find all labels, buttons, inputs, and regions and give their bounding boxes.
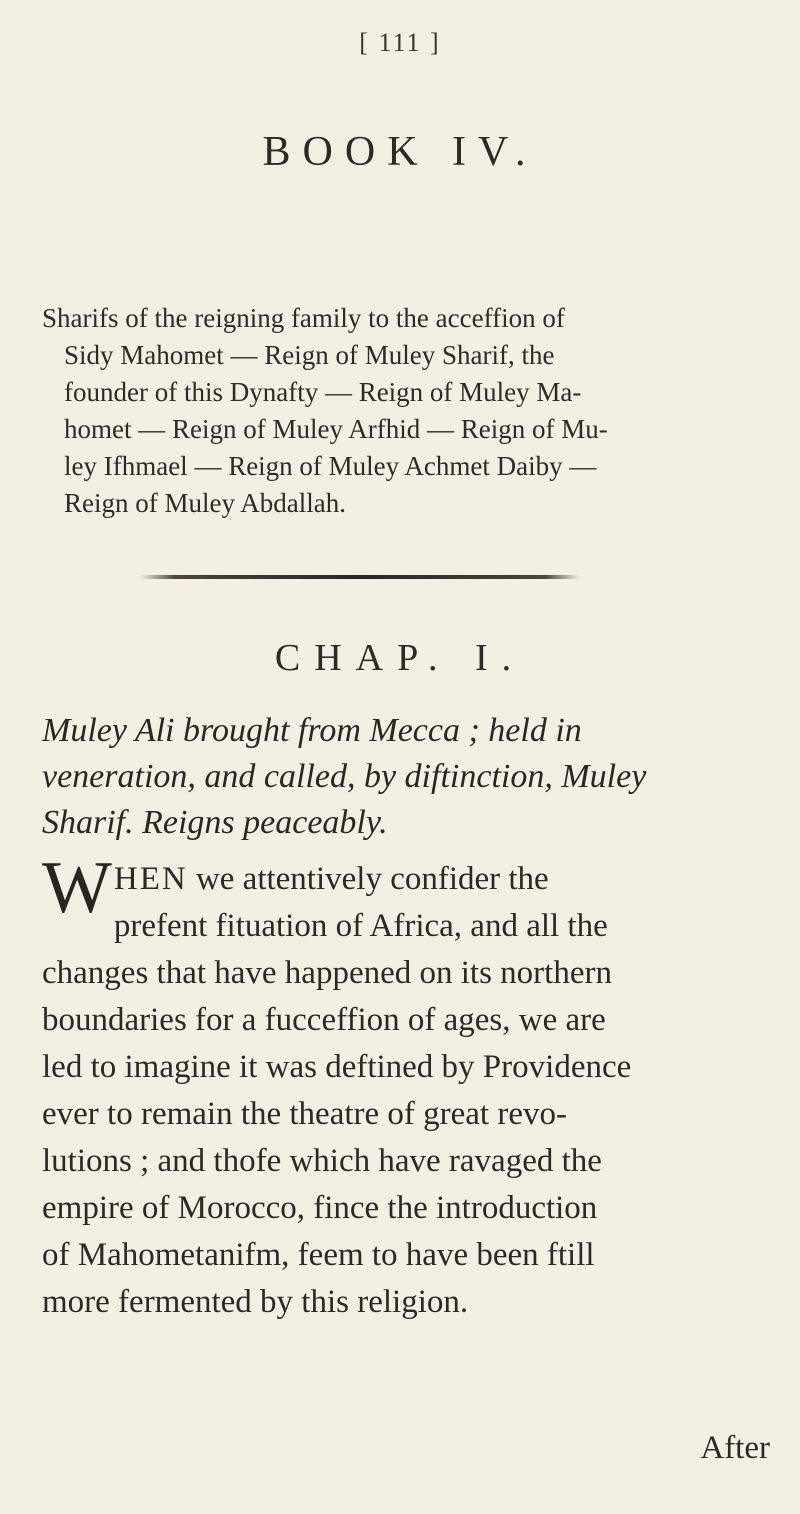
ornamental-rule	[140, 575, 580, 579]
catchword: After	[700, 1430, 770, 1466]
chapter-summary-line: Muley Ali brought from Mecca ; held in	[42, 712, 582, 749]
summary-line: Reign of Muley Abdallah.	[64, 488, 346, 518]
body-line: more fermented by this religion.	[42, 1284, 469, 1320]
body-line: changes that have happened on its northern	[42, 955, 612, 991]
body-line: boundaries for a fucceffion of ages, we are	[42, 1002, 606, 1038]
book-summary	[42, 300, 682, 522]
summary-line: founder of this Dynafty — Reign of Muley Ma-	[64, 377, 582, 407]
book-heading: BOOK IV.	[262, 129, 538, 175]
chapter-summary-line: Sharif. Reigns peaceably.	[42, 804, 388, 841]
summary-line: Sidy Mahomet — Reign of Muley Sharif, the	[64, 340, 555, 370]
body-line: empire of Morocco, fince the introduction	[42, 1190, 598, 1226]
drop-cap: W	[42, 847, 112, 929]
chapter-heading: CHAP. I.	[274, 637, 526, 679]
body-line: of Mahometanifm, feem to have been ftill	[42, 1237, 595, 1273]
first-line-rest: we attentively confider the	[187, 861, 549, 897]
body-text	[42, 847, 762, 1326]
summary-line: ley Ifhmael — Reign of Muley Achmet Daiby —	[64, 451, 597, 481]
body-line: prefent fituation of Africa, and all the	[113, 908, 608, 944]
summary-line: homet — Reign of Muley Arfhid — Reign of Mu-	[64, 414, 608, 444]
first-word-rest: HEN	[113, 861, 188, 897]
body-line: led to imagine it was deftined by Providence	[42, 1049, 632, 1085]
chapter-summary-line: veneration, and called, by diftinction, Muley	[42, 758, 647, 795]
body-line: ever to remain the theatre of great revo-	[42, 1096, 567, 1132]
body-line: lutions ; and thofe which have ravaged the	[42, 1143, 602, 1179]
page-number: [ 111 ]	[359, 28, 441, 57]
chapter-summary	[42, 708, 762, 846]
summary-line: Sharifs of the reigning family to the acceffion of	[42, 303, 565, 333]
